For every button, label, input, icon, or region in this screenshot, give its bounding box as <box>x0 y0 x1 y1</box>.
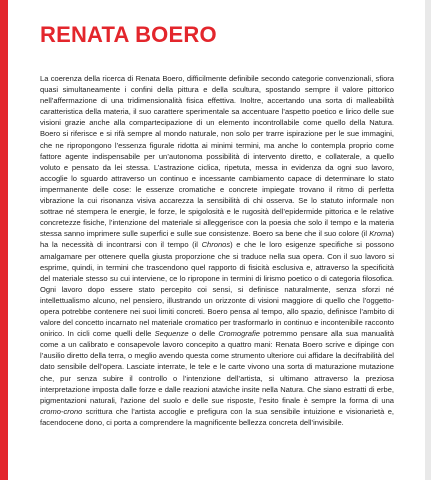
body-paragraph <box>40 73 394 473</box>
accent-margin-bar <box>0 0 8 480</box>
text-run: La coerenza della ricerca di Renata Boero, difficilmente definibile secondo categorie convenzionali, sfiora quasi simultaneamente i confini della pittura e della scultura, spostando sempre il valore pittorico nell’affermazione di una tridimensionalità fisica effettiva. Inoltre, accertando una sorta di malleabilità caratteristica della materia, il suo carattere sperimentale sa accentuare l’aspetto poetico e lirico delle sue visioni grazie anche alla compartecipazione di un elemento incontrollabile come quello della Natura. Boero si riferisce e si rifà sempre al mondo naturale, non solo per trarre ispirazione per le sue immagini, che ne ripropongono l’essenza figurale ridotta ai minimi termini, ma anche lo contempla proprio come fattore agente indispensabile per un’autonoma possibilità di intervento diretto, e collaterale, a quello voluto e pensato da lei stessa. L’astrazione ciclica, ripetuta, messa in evidenza da ogni suo lavoro, accoglie lo sguardo attraverso un continuo e incessante cambiamento capace di determinare lo stato impermanente delle cose: le essenze cromatiche e concrete impiegate trovano il ritmo di perfetta vibrazione la cui risonanza visiva accarezza la sensibilità di chi osserva. Se lo statuto informale non sottrae né stempera le energie, le forze, le spigolosità e le rugosità dell’epidermide pittorica e le relative concretezze fisiche, l’intenzione del materiale si alleggerisce con la poesia che solo il tempo e la materia stessa sanno imprimere sulle superfici e sulle sue consistenze. Boero sa bene che il suo colore (il <box>40 74 394 239</box>
text-run: ) ha la necessità di incontrarsi con il tempo (il <box>40 229 394 250</box>
page-edge-divider <box>425 0 431 480</box>
text-run: scrittura che l’artista accoglie e prefigura con la sua sensibile intuizione e visionarietà e, facendocene dono, ci porta a comprendere la magnificente bellezza concreta dell’invisibile. <box>40 406 394 427</box>
page-title: RENATA BOERO <box>40 22 217 47</box>
text-run: potremmo pensare alla sua manualità come a un calibrato e consapevole lavoro concepito a quattro mani: Renata Boero scrive e dipinge con l’ausilio diretto della terra, o meglio avendo questa come strumento ulteriore cui affidare la decifrabilità del dato sensibile dell’opera. Lasciate interrate, le tele e le carte vivono una sorta di maturazione mutazione che, pur senza subire il controllo o l’intenzione dell’artista, si ultimano attraverso la preziosa interpretazione imposta dalle forze e dalle reazioni ataviche insite nella Natura. Che siano estratti di erbe, pigmentazioni naturali, l’azione del suolo e delle sue risposte, l’esito finale è sempre la forma di una <box>40 329 394 405</box>
italic-term: Kroma <box>369 229 392 239</box>
italic-term: cromo-crono <box>40 406 83 416</box>
italic-term: Cromografie <box>218 329 260 339</box>
italic-term: Chronos <box>201 240 231 250</box>
italic-term: Sequenze <box>154 329 189 339</box>
text-run: ) e che le loro esigenze specifiche si possono amalgamare per ottenere quella giusta proporzione che si traduce nella sua opera. Con il suo lavoro si esprime, quindi, in termini che trascendono quel rapporto di fisicità esclusiva e, attraverso la specificità del materiale stesso su cui interviene, ce lo ripropone in termini di lirismo poetico o di categoria filosofica. Ogni lavoro dopo essere stato percepito coi sensi, si definisce naturalmente, senza sforzi né intellettualismo alcuno, nel pensiero, illustrando un orizzonte di visioni maggiore di quello che l’oggetto-opera potrebbe contenere nei suoi limiti concreti. Boero pensa al tempo, allo spazio, definisce l’ambito di valore del concetto incarnato nel materiale cromatico per trasformarlo in continuo e incontenibile racconto onirico. In cicli come quelli delle <box>40 240 394 339</box>
text-run: o delle <box>188 329 219 339</box>
